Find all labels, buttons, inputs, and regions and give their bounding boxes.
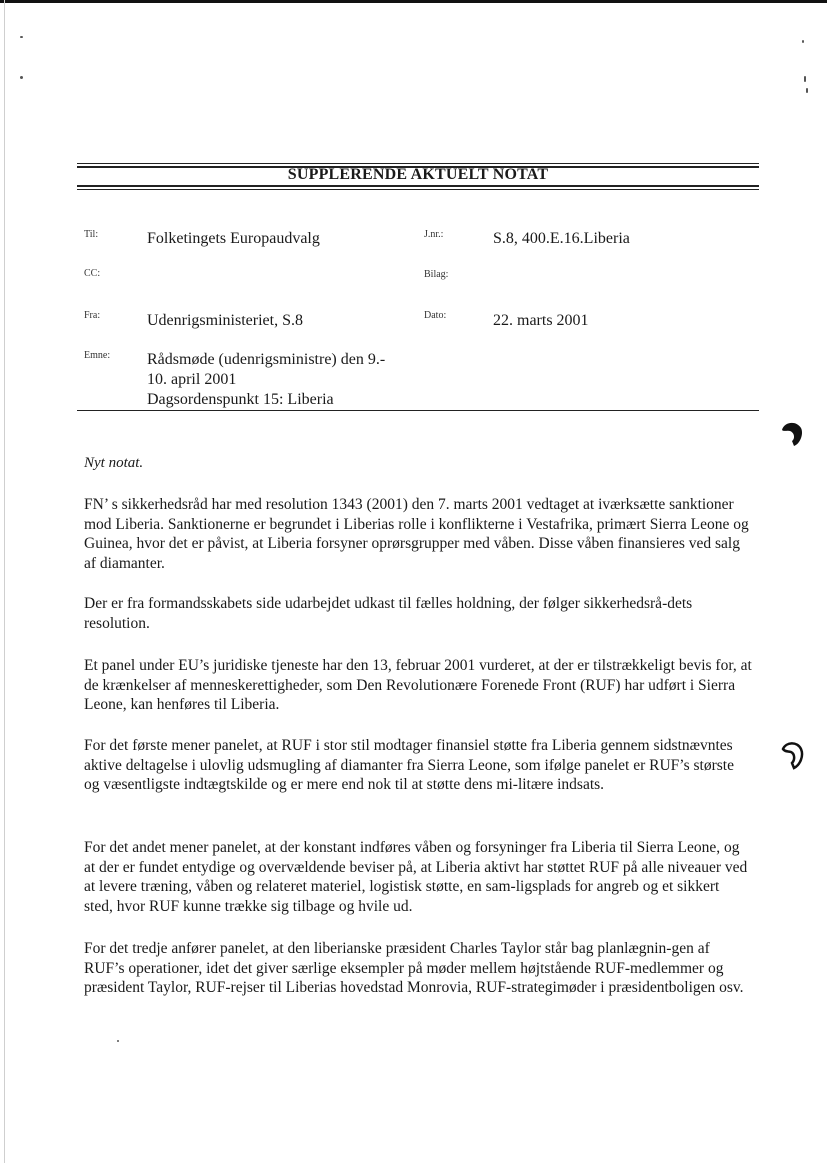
- scan-left-edge: [4, 0, 5, 1163]
- emne-line-2: 10. april 2001: [147, 371, 237, 388]
- page-title: SUPPLERENDE AKTUELT NOTAT: [287, 166, 549, 183]
- emne-label: Emne:: [84, 350, 111, 361]
- jnr-value: S.8, 400.E.16.Liberia: [493, 230, 630, 247]
- til-value: Folketingets Europaudvalg: [147, 230, 320, 247]
- bilag-label: Bilag:: [424, 269, 449, 280]
- scan-top-edge: [0, 0, 827, 3]
- scan-speck: [802, 40, 804, 43]
- emne-line-3: Dagsordenspunkt 15: Liberia: [147, 391, 334, 408]
- body-paragraph: For det andet mener panelet, at der konstant indføres våben og forsyninger fra Liberia til Sierra Leone, og at der er fundet entydige og overvældende beviser på, at Liberia aktivt har støttet RUF på alle niveauer ved at levere træning, våben og relateret materiel, logistisk støtte, en sam-ligsplads for angreb og et sikkert sted, hvor RUF kunne trække sig tilbage og hvile ud.: [84, 839, 748, 915]
- body-paragraph: FN’ s sikkerhedsråd har med resolution 1343 (2001) den 7. marts 2001 vedtaget at iværksætte sanktioner mod Liberia. Sanktionerne er begrundet i Liberias rolle i konflikterne i Vestafrika, primært Sierra Leone og Guinea, hvor det er påvist, at Liberia forsyner oprørsgrupper med våben. Disse våben finansieres ved salg af diamanter.: [84, 496, 749, 572]
- punch-hole-mark: [780, 420, 804, 448]
- note-tag: Nyt notat.: [84, 455, 144, 471]
- body-paragraph: For det første mener panelet, at RUF i stor stil modtager finansiel støtte fra Liberia gennem sidstnævntes aktive deltagelse i ulovlig udsmugling af diamanter fra Sierra Leone, som ifølge panelet er RUF’s største og væsentligste indtægtskilde og er mere end nok til at støtte dens mi-litære indsats.: [84, 737, 734, 793]
- scan-speck: [804, 76, 806, 82]
- scan-speck: [806, 88, 808, 93]
- fra-label: Fra:: [84, 310, 101, 321]
- jnr-label: J.nr.:: [424, 229, 444, 240]
- punch-hole-mark: [780, 740, 804, 770]
- title-rule-bottom-thick: [77, 185, 759, 187]
- body-paragraph: Der er fra formandsskabets side udarbejdet udkast til fælles holdning, der følger sikkerhedsrå-dets resolution.: [84, 595, 693, 632]
- body-paragraph: Et panel under EU’s juridiske tjeneste har den 13, februar 2001 vurderet, at der er tilstrækkeligt bevis for, at de krænkelser af menneskerettigheder, som Den Revolutionære Forenede Front (RUF) har udført i Sierra Leone, kan henføres til Liberia.: [84, 657, 752, 713]
- title-rule-bottom: [77, 189, 759, 190]
- header-rule-bottom: [77, 410, 759, 411]
- body-paragraph: For det tredje anfører panelet, at den liberianske præsident Charles Taylor står bag planlægnin-gen af RUF’s operationer, idet det giver særlige eksempler på møder mellem højtstående RUF-medlemmer og præsident Taylor, RUF-rejser til Liberias hovedstad Monrovia, RUF-strategimøder i præsidentboligen osv.: [84, 940, 744, 996]
- scan-speck: [20, 76, 23, 79]
- cc-label: CC:: [84, 268, 101, 279]
- dato-value: 22. marts 2001: [493, 312, 589, 329]
- dato-label: Dato:: [424, 310, 447, 321]
- til-label: Til:: [84, 229, 99, 240]
- fra-value: Udenrigsministeriet, S.8: [147, 312, 303, 329]
- scan-speck: [20, 36, 23, 38]
- scan-speck: [117, 1040, 119, 1042]
- title-rule-top: [77, 163, 759, 164]
- emne-line-1: Rådsmøde (udenrigsministre) den 9.-: [147, 351, 386, 368]
